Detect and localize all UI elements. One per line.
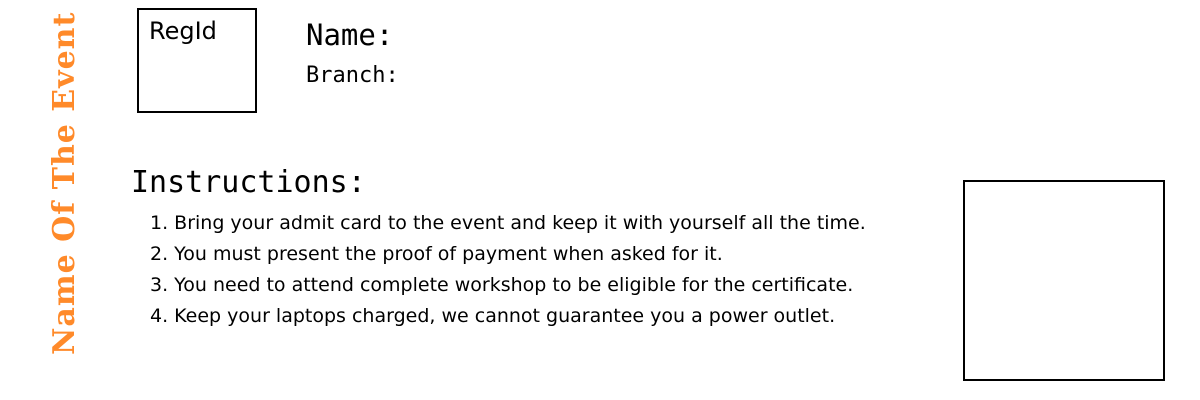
branch-label: Branch: — [306, 63, 399, 88]
instruction-item: 2. You must present the proof of payment when asked for it. — [150, 243, 723, 265]
instruction-item: 4. Keep your laptops charged, we cannot guarantee you a power outlet. — [150, 305, 836, 327]
name-label: Name: — [306, 18, 394, 52]
instructions-heading: Instructions: — [131, 165, 366, 200]
regid-label: RegId — [149, 17, 217, 45]
instructions-list — [150, 208, 866, 332]
instruction-item: 1. Bring your admit card to the event and keep it with yourself all the time. — [150, 212, 866, 234]
event-title: Name Of The Event — [47, 11, 82, 355]
photo-box — [963, 180, 1165, 381]
regid-box — [137, 8, 257, 113]
instruction-item: 3. You need to attend complete workshop to be eligible for the certificate. — [150, 274, 854, 296]
